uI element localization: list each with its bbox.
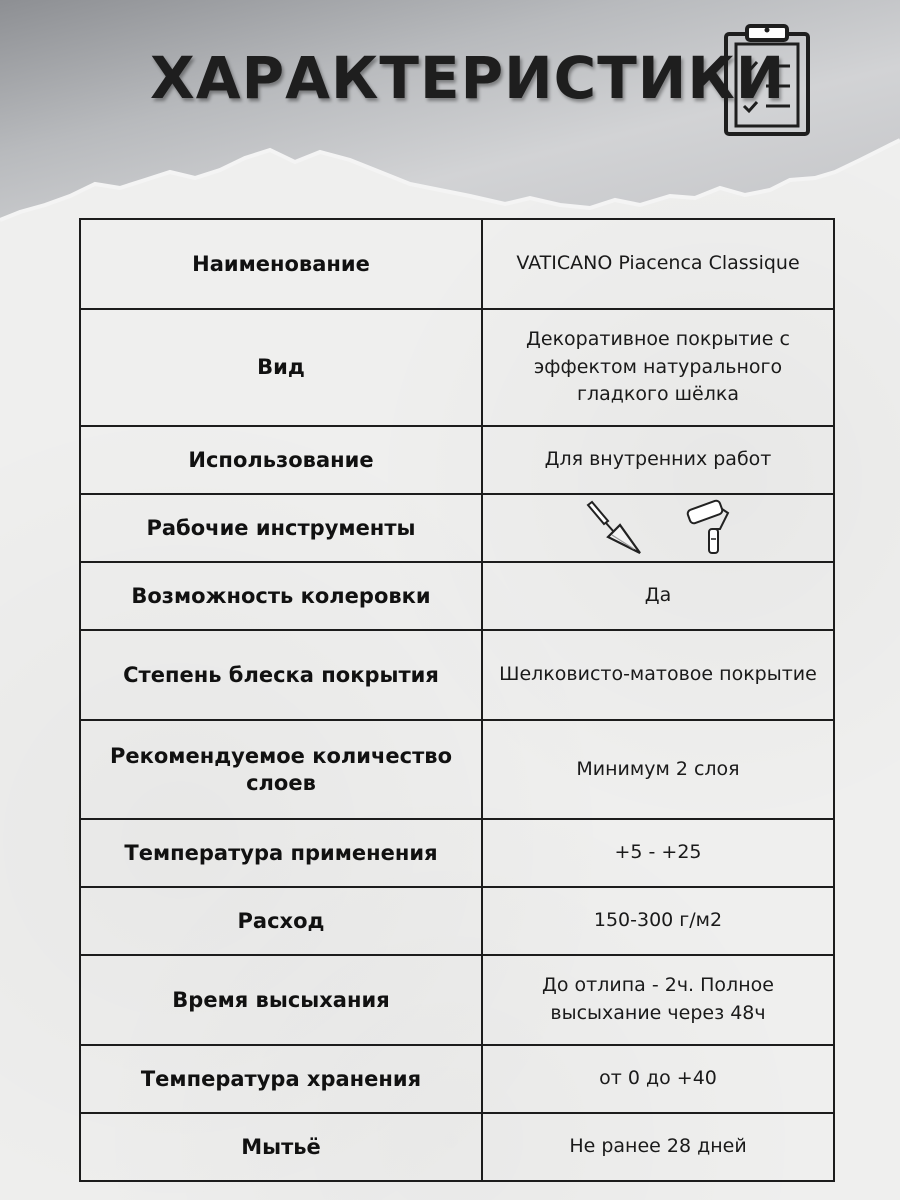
table-row [80,426,834,494]
table-row [80,720,834,819]
table-row [80,887,834,955]
spec-label: Рекомендуемое количество слоев [80,720,482,819]
spec-value: VATICANO Piacenca Classique [482,219,834,309]
spec-value: Не ранее 28 дней [482,1113,834,1181]
spec-label: Мытьё [80,1113,482,1181]
spec-label: Наименование [80,219,482,309]
spec-value: Шелковисто-матовое покрытие [482,630,834,720]
table-row [80,494,834,562]
spec-label: Температура применения [80,819,482,887]
spec-value: 150-300 г/м2 [482,887,834,955]
spec-label: Вид [80,309,482,426]
page-title: ХАРАКТЕРИСТИКИ [150,44,786,112]
specifications-table [79,218,835,1182]
spec-label: Использование [80,426,482,494]
clipboard-checklist-icon [722,20,812,138]
spec-value: Минимум 2 слоя [482,720,834,819]
spec-tools-cell [482,494,834,562]
spec-label: Рабочие инструменты [80,494,482,562]
table-row [80,1113,834,1181]
table-row [80,309,834,426]
table-row [80,219,834,309]
spec-label: Расход [80,887,482,955]
spec-label: Время высыхания [80,955,482,1045]
spec-label: Температура хранения [80,1045,482,1113]
spec-value: До отлипа - 2ч. Полное высыхание через 48ч [482,955,834,1045]
spec-value: Да [482,562,834,630]
table-row [80,630,834,720]
spec-value: Для внутренних работ [482,426,834,494]
table-row [80,562,834,630]
spec-value: Декоративное покрытие с эффектом натурального гладкого шёлка [482,309,834,426]
paint-roller-icon [684,499,732,557]
trowel-icon [584,499,644,557]
spec-value: от 0 до +40 [482,1045,834,1113]
spec-label: Возможность колеровки [80,562,482,630]
table-row [80,819,834,887]
table-row [80,1045,834,1113]
spec-value: +5 - +25 [482,819,834,887]
table-row [80,955,834,1045]
spec-label: Степень блеска покрытия [80,630,482,720]
